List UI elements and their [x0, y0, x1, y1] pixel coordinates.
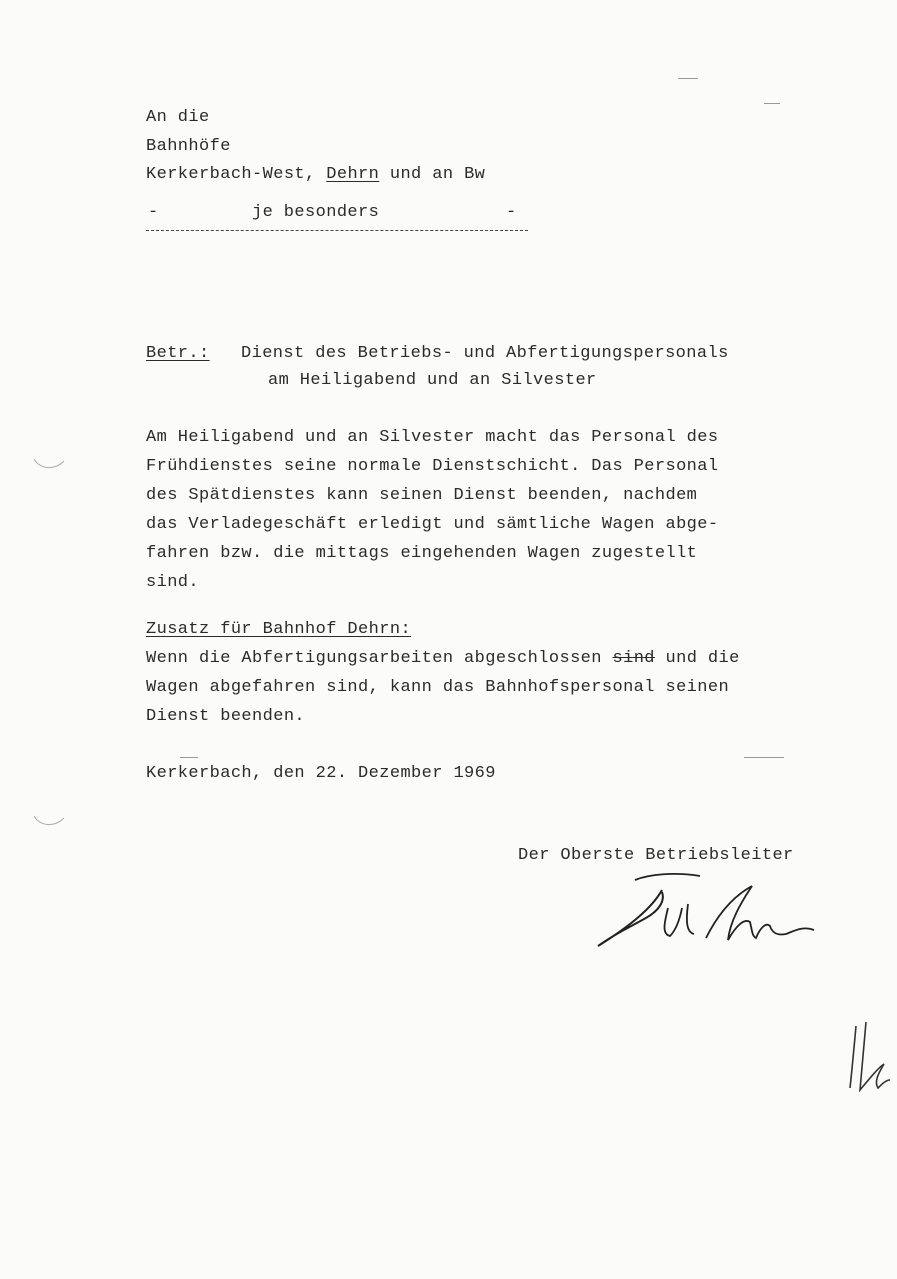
- body-line-3: des Spätdienstes kann seinen Dienst beenden, nachdem: [146, 486, 698, 505]
- margin-initials: [844, 1018, 894, 1098]
- body-line-5: fahren bzw. die mittags eingehenden Wagen zugestellt: [146, 544, 698, 563]
- punch-mark: [30, 455, 70, 475]
- address-dehrn-underlined: Dehrn: [326, 165, 380, 184]
- body-line-2: Frühdienstes seine normale Dienstschicht. Das Personal: [146, 457, 719, 476]
- scan-speck: [180, 757, 198, 758]
- addendum-heading: Zusatz für Bahnhof Dehrn:: [146, 620, 412, 639]
- address-line-1: An die: [146, 108, 210, 127]
- address-besonders: je besonders: [252, 203, 380, 222]
- addendum-line-2: Wagen abgefahren sind, kann das Bahnhofspersonal seinen: [146, 678, 730, 697]
- addendum-line-1-suffix: und die: [654, 649, 740, 668]
- punch-mark: [30, 812, 70, 832]
- subject-line-1: Dienst des Betriebs- und Abfertigungspersonals: [241, 344, 729, 363]
- subject-label: Betr.:: [146, 344, 210, 363]
- address-line-3-prefix: Kerkerbach-West,: [146, 165, 327, 184]
- addendum-struck-word: sind: [612, 649, 655, 668]
- signature-title: Der Oberste Betriebsleiter: [518, 846, 794, 865]
- address-line-3: [146, 165, 485, 185]
- body-line-1: Am Heiligabend und an Silvester macht das Personal des: [146, 428, 719, 447]
- scan-speck: [764, 103, 780, 104]
- address-dash-right: -: [506, 203, 517, 222]
- scan-speck: [678, 78, 698, 79]
- scan-speck: [744, 757, 784, 758]
- place-date: Kerkerbach, den 22. Dezember 1969: [146, 764, 496, 783]
- address-line-2: Bahnhöfe: [146, 137, 231, 156]
- handwritten-signature: [590, 868, 830, 958]
- addendum-line-1-prefix: Wenn die Abfertigungsarbeiten abgeschlossen: [146, 649, 613, 668]
- subject-line-2: am Heiligabend und an Silvester: [268, 371, 597, 390]
- addendum-line-1: [146, 649, 740, 669]
- addendum-line-3: Dienst beenden.: [146, 707, 306, 726]
- address-dash-left: -: [148, 203, 159, 222]
- address-rule: [146, 230, 528, 231]
- body-line-4: das Verladegeschäft erledigt und sämtliche Wagen abge-: [146, 515, 719, 534]
- body-line-6: sind.: [146, 573, 200, 592]
- address-line-3-suffix: und an Bw: [379, 165, 486, 184]
